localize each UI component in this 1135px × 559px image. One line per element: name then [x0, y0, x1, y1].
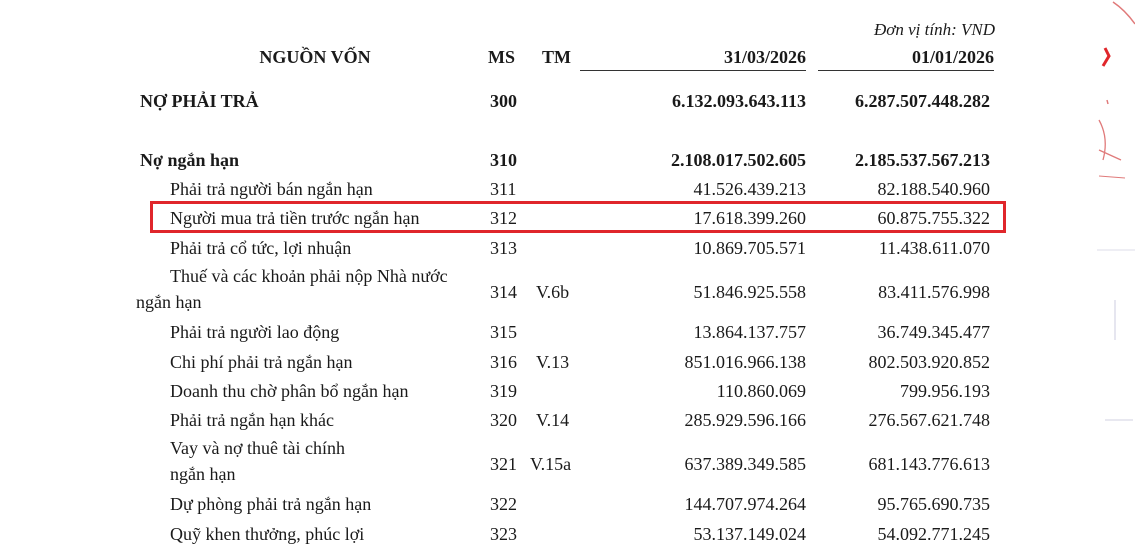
row-ms: 311: [490, 179, 517, 199]
row-ms: 321: [490, 454, 517, 474]
row-label: Phải trả người lao động: [170, 322, 340, 342]
row-label: Nợ ngắn hạn: [140, 150, 240, 170]
row-tm: V.14: [536, 410, 570, 430]
row-tm: V.15a: [530, 454, 572, 474]
row-label: Dự phòng phải trả ngắn hạn: [170, 494, 372, 514]
row-value-2: 82.188.540.960: [877, 179, 990, 199]
row-value-2: 83.411.576.998: [878, 282, 990, 302]
header-date-2: 01/01/2026: [818, 47, 994, 71]
row-value-1: 285.929.596.166: [684, 410, 806, 430]
row-value-1: 13.864.137.757: [693, 322, 806, 342]
row-value-2: 6.287.507.448.282: [855, 91, 990, 111]
row-label: Phải trả người bán ngắn hạn: [170, 179, 373, 199]
row-value-1: 110.860.069: [716, 381, 806, 401]
row-ms: 310: [490, 150, 517, 170]
header-ms: MS: [488, 47, 515, 67]
row-value-2: 60.875.755.322: [877, 208, 990, 228]
row-label-line-1: Thuế và các khoản phải nộp Nhà nước: [170, 266, 448, 286]
stamp-mark: [1095, 0, 1135, 559]
row-tm: V.13: [536, 352, 570, 372]
row-ms: 312: [490, 208, 517, 228]
highlight-box: [150, 201, 1006, 233]
row-ms: 319: [490, 381, 517, 401]
row-value-1: 53.137.149.024: [693, 524, 806, 544]
row-value-1: 637.389.349.585: [684, 454, 806, 474]
row-value-1: 851.016.966.138: [684, 352, 806, 372]
row-label-line-2: ngắn hạn: [170, 464, 236, 484]
row-value-1: 6.132.093.643.113: [671, 91, 806, 111]
row-value-1: 10.869.705.571: [693, 238, 806, 258]
row-value-2: 36.749.345.477: [877, 322, 990, 342]
row-tm: V.6b: [536, 282, 570, 302]
row-ms: 313: [490, 238, 517, 258]
unit-note: Đơn vị tính: VND: [874, 20, 995, 39]
row-ms: 314: [490, 282, 517, 302]
row-ms: 316: [490, 352, 517, 372]
row-value-2: 276.567.621.748: [868, 410, 990, 430]
table-row: [0, 438, 1010, 490]
row-label: Doanh thu chờ phân bổ ngắn hạn: [170, 381, 409, 401]
header-date-1: 31/03/2026: [580, 47, 806, 71]
row-label: Phải trả cổ tức, lợi nhuận: [170, 238, 352, 258]
header-source: NGUỒN VỐN: [259, 47, 371, 67]
row-value-1: 17.618.399.260: [693, 208, 806, 228]
row-value-1: 144.707.974.264: [684, 494, 806, 514]
row-value-2: 95.765.690.735: [877, 494, 990, 514]
row-value-1: 41.526.439.213: [693, 179, 806, 199]
row-label: Chi phí phải trả ngắn hạn: [170, 352, 353, 372]
row-label: Người mua trả tiền trước ngắn hạn: [170, 208, 420, 228]
row-value-2: 2.185.537.567.213: [855, 150, 990, 170]
table-row: [0, 266, 1010, 318]
header-tm: TM: [542, 47, 571, 67]
row-value-2: 54.092.771.245: [877, 524, 990, 544]
row-label: Phải trả ngắn hạn khác: [170, 410, 334, 430]
row-ms: 315: [490, 322, 517, 342]
row-ms: 320: [490, 410, 517, 430]
row-value-2: 681.143.776.613: [868, 454, 990, 474]
row-label: NỢ PHẢI TRẢ: [140, 91, 259, 111]
row-value-2: 802.503.920.852: [868, 352, 990, 372]
row-label: Quỹ khen thưởng, phúc lợi: [170, 524, 365, 544]
row-ms: 300: [490, 91, 517, 111]
row-value-2: 799.956.193: [900, 381, 990, 401]
row-label-line-2: ngắn hạn: [136, 292, 202, 312]
row-ms: 323: [490, 524, 517, 544]
row-value-1: 2.108.017.502.605: [671, 150, 806, 170]
row-label-line-1: Vay và nợ thuê tài chính: [170, 438, 345, 458]
row-value-2: 11.438.611.070: [878, 238, 990, 258]
row-ms: 322: [490, 494, 517, 514]
row-value-1: 51.846.925.558: [693, 282, 806, 302]
